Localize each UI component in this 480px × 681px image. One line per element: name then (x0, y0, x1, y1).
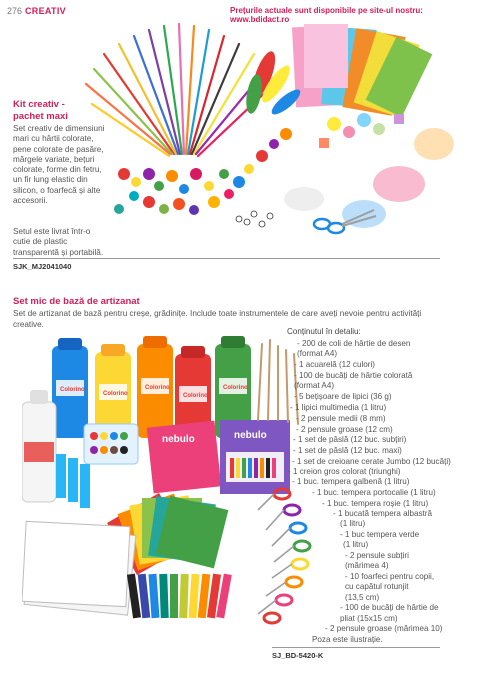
children-scissors (258, 489, 310, 623)
kit-description: Set creativ de dimensiuni mari cu hârtii colorate, pene colorate de pasăre, mărgele variate, bețuri colorate, forme din fetru, un fir lung elastic din silicon, o foarfecă și alte accesorii. (13, 124, 105, 206)
list-item: cu capătul rotunjit (345, 582, 409, 591)
svg-text:Colorino: Colorino (183, 393, 208, 399)
kit-title: Kit creativ - pachet maxi (13, 99, 68, 122)
contents-heading: Conținutul în detaliu: (287, 327, 361, 336)
list-item: - 1 acuarelă (12 culori) (294, 360, 375, 369)
list-item: - 1 lipici multimedia (1 litru) (290, 403, 387, 412)
glue-bottle (22, 390, 56, 502)
divider (272, 647, 440, 648)
list-item: (format A4) (294, 381, 335, 390)
list-item: - 100 de bucăți de hârtie colorată (294, 371, 413, 380)
list-item: - 200 de coli de hârtie de desen (297, 339, 411, 348)
list-item: - 1 creion gros colorat (triunghi) (288, 467, 401, 476)
svg-text:Colorino: Colorino (103, 391, 128, 397)
set-product-photo (22, 334, 342, 644)
googly-eyes (236, 211, 273, 227)
list-item: - 1 buc. tempera roșie (1 litru) (322, 499, 429, 508)
set-title: Set mic de bază de artizanat (13, 296, 140, 307)
colored-paper-sheets (292, 24, 432, 117)
kit-product-code: SJK_MJ2041040 (13, 262, 72, 271)
list-item: - 1 buc tempera verde (340, 530, 420, 539)
svg-text:Colorino: Colorino (223, 385, 248, 391)
svg-text:Colorino: Colorino (60, 387, 85, 393)
paint-brushes (258, 340, 298, 424)
list-item: (mărimea 4) (345, 561, 389, 570)
list-item: (1 litru) (343, 540, 369, 549)
list-item: (1 litru) (340, 519, 366, 528)
svg-text:Colorino: Colorino (145, 385, 170, 391)
pipe-cleaners (86, 24, 274, 156)
list-item: - 10 foarfeci pentru copii, (345, 572, 435, 581)
list-item: - 1 buc. tempera galbenă (1 litru) (292, 477, 410, 486)
list-item: - 1 set de pâslă (12 buc. maxi) (293, 446, 402, 455)
divider (13, 258, 440, 259)
set-product-code: SJ_BD-5420-K (272, 651, 324, 660)
section-title: CREATIV (25, 6, 66, 16)
list-item: pliat (15x15 cm) (340, 614, 398, 623)
list-item: - 2 pensule groase (mărimea 10) (325, 624, 443, 633)
set-description: Set de artizanat de bază pentru creșe, grădinițe. Include toate instrumentele de care aveți nevoie pentru activități creative. (13, 309, 422, 329)
page-number: 276 (7, 6, 23, 16)
list-item: - 5 bețișoare de lipici (36 g) (294, 392, 392, 401)
list-item: - 1 bucată tempera albastră (333, 509, 432, 518)
kit-product-photo (64, 14, 456, 242)
list-item: - 2 pensule subțiri (345, 551, 409, 560)
svg-text:nebulo: nebulo (234, 430, 267, 441)
list-item: - 1 set de creioane cerate Jumbo (12 bucăți) (292, 457, 451, 466)
price-note: Prețurile actuale sunt disponibile pe site-ul nostru: www.bdidact.ro (230, 6, 423, 24)
kit-description-packaging: Setul este livrat într-o cutie de plastic transparentă și portabilă. (13, 227, 104, 257)
watercolor-palette (84, 424, 138, 464)
jumbo-crayons (127, 574, 232, 619)
illustration-note: Poza este ilustrație. (312, 635, 383, 644)
svg-text:nebulo: nebulo (162, 434, 195, 445)
list-item: (format A4) (297, 349, 338, 358)
list-item: - 2 pensule groase (12 cm) (296, 425, 393, 434)
list-item: - 100 de bucăți de hârtie de (340, 603, 439, 612)
foam-shapes (319, 113, 404, 148)
list-item: - 2 pensule medii (8 mm) (296, 414, 386, 423)
list-item: (13,5 cm) (345, 593, 380, 602)
drawing-paper-stack (22, 521, 136, 615)
list-item: - 1 buc. tempera portocalie (1 litru) (312, 488, 436, 497)
list-item: - 1 set de pâslă (12 buc. subțiri) (293, 435, 407, 444)
